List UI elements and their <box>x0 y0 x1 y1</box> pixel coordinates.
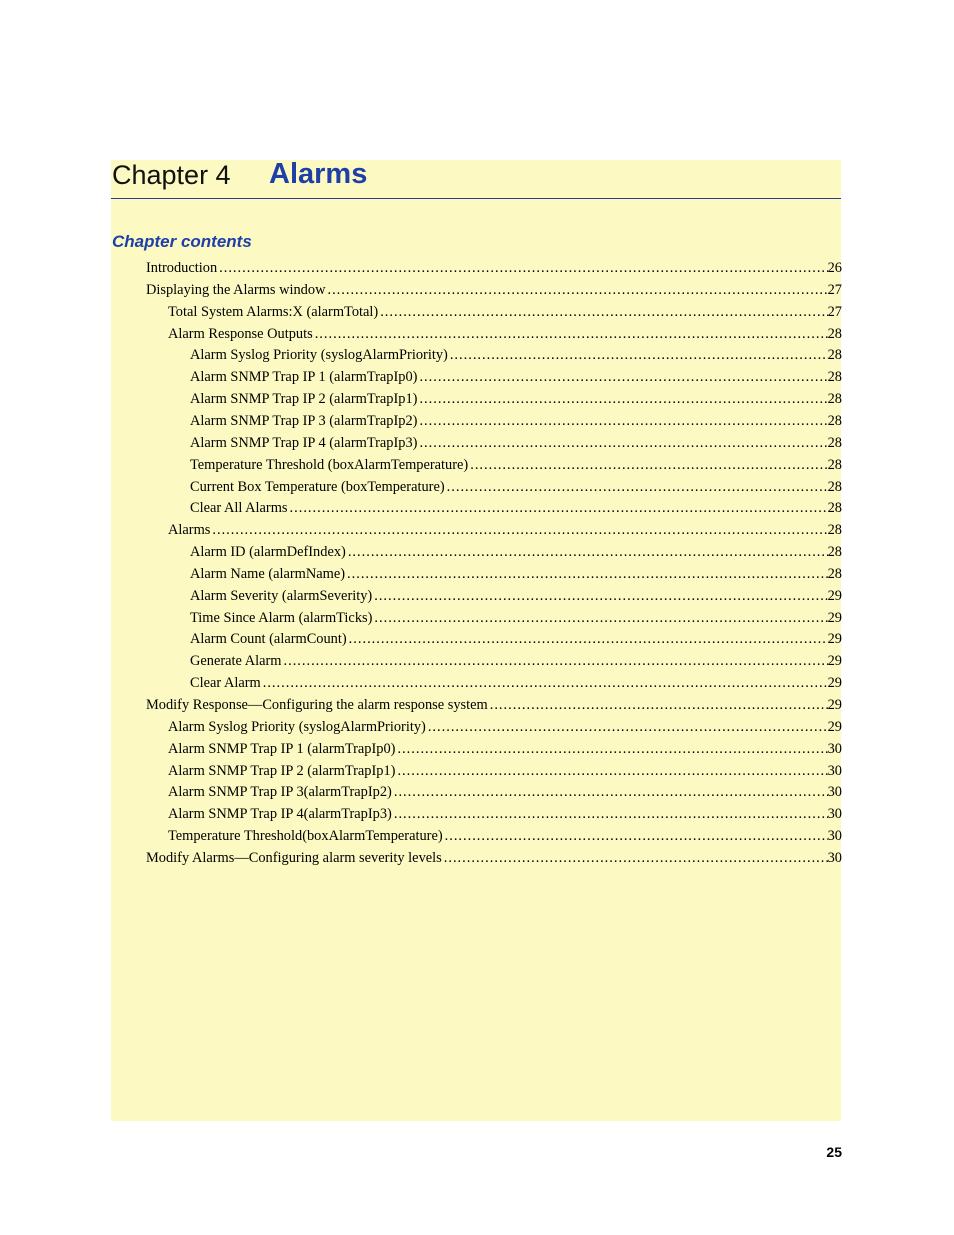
toc-leader-dots <box>348 542 828 562</box>
toc-entry[interactable] <box>146 848 842 868</box>
toc-entry-page: 29 <box>827 587 842 604</box>
chapter-label: Chapter 4 <box>112 160 231 190</box>
toc-entry-title: Alarm SNMP Trap IP 3 (alarmTrapIp2) <box>190 412 418 429</box>
toc-leader-dots <box>212 520 827 540</box>
toc-leader-dots <box>394 782 828 802</box>
toc-entry-title: Clear Alarm <box>190 675 261 692</box>
toc-leader-dots <box>419 389 827 409</box>
toc-entry-page: 27 <box>827 281 842 298</box>
toc-entry[interactable] <box>146 280 842 300</box>
toc-entry-title: Alarm SNMP Trap IP 4(alarmTrapIp3) <box>168 806 392 823</box>
toc-entry-page: 28 <box>827 544 842 561</box>
toc-entry-page: 28 <box>827 522 842 539</box>
toc-entry-page: 28 <box>827 478 842 495</box>
toc-entry[interactable] <box>146 258 842 278</box>
toc-entry-title: Alarm Syslog Priority (syslogAlarmPriority) <box>190 347 448 364</box>
toc-entry[interactable] <box>190 433 842 453</box>
toc-entry-page: 28 <box>827 565 842 582</box>
toc-entry-page: 30 <box>827 806 842 823</box>
toc-leader-dots <box>397 739 827 759</box>
toc-entry-page: 28 <box>827 391 842 408</box>
toc-entry[interactable] <box>190 498 842 518</box>
toc-entry-title: Displaying the Alarms window <box>146 281 326 298</box>
toc-entry[interactable] <box>168 782 842 802</box>
toc-entry-page: 29 <box>827 675 842 692</box>
toc-leader-dots <box>347 564 828 584</box>
toc-leader-dots <box>470 455 827 475</box>
toc-entry-page: 28 <box>827 434 842 451</box>
chapter-header <box>111 160 841 199</box>
toc-entry[interactable] <box>190 345 842 365</box>
toc-entry-title: Alarms <box>168 522 211 539</box>
toc-entry-page: 30 <box>827 740 842 757</box>
toc-leader-dots <box>419 433 827 453</box>
toc-entry-title: Time Since Alarm (alarmTicks) <box>190 609 373 626</box>
toc-entry-page: 30 <box>827 784 842 801</box>
toc-entry-title: Alarm SNMP Trap IP 3(alarmTrapIp2) <box>168 784 392 801</box>
toc-leader-dots <box>447 477 828 497</box>
toc-entry[interactable] <box>190 673 842 693</box>
toc-entry-title: Current Box Temperature (boxTemperature) <box>190 478 445 495</box>
toc-entry-title: Alarm Severity (alarmSeverity) <box>190 587 373 604</box>
toc-entry-page: 28 <box>827 347 842 364</box>
toc-entry-page: 26 <box>827 260 842 276</box>
toc-entry-page: 28 <box>827 500 842 517</box>
chapter-title: Alarms <box>269 158 368 190</box>
toc-entry[interactable] <box>168 739 842 759</box>
toc-entry-title: Temperature Threshold (boxAlarmTemperature) <box>190 456 469 473</box>
toc-entry-title: Alarm SNMP Trap IP 2 (alarmTrapIp1) <box>190 391 418 408</box>
toc-entry-title: Alarm SNMP Trap IP 4 (alarmTrapIp3) <box>190 434 418 451</box>
toc-entry[interactable] <box>190 651 842 671</box>
toc-leader-dots <box>349 629 828 649</box>
toc-leader-dots <box>374 586 827 606</box>
toc-entry-page: 29 <box>827 609 842 626</box>
toc-entry-page: 29 <box>827 631 842 648</box>
toc-leader-dots <box>428 717 828 737</box>
toc-entry-page: 28 <box>827 412 842 429</box>
toc-entry[interactable] <box>190 411 842 431</box>
toc-entry-title: Alarm ID (alarmDefIndex) <box>190 544 346 561</box>
toc-leader-dots <box>284 651 828 671</box>
toc-leader-dots <box>445 826 828 846</box>
toc-entry-title: Alarm SNMP Trap IP 1 (alarmTrapIp0) <box>168 740 396 757</box>
toc-entry-title: Alarm Name (alarmName) <box>190 565 346 582</box>
toc-entry-page: 28 <box>827 369 842 386</box>
toc-entry-page: 30 <box>827 849 842 866</box>
toc-entry-title: Total System Alarms:X (alarmTotal) <box>168 303 379 320</box>
toc-entry-title: Modify Response—Configuring the alarm response system <box>146 697 488 713</box>
toc-leader-dots <box>419 367 827 387</box>
toc-leader-dots <box>450 345 828 365</box>
toc-entry-title: Alarm Syslog Priority (syslogAlarmPriority) <box>168 718 426 735</box>
toc-entry-title: Introduction <box>146 260 218 276</box>
toc-leader-dots <box>327 280 827 300</box>
toc-entry[interactable] <box>168 324 842 344</box>
toc-leader-dots <box>290 498 828 518</box>
toc-leader-dots <box>490 695 828 715</box>
toc-entry-title: Alarm SNMP Trap IP 1 (alarmTrapIp0) <box>190 369 418 386</box>
toc-leader-dots <box>419 411 827 431</box>
toc-entry-title: Temperature Threshold(boxAlarmTemperature) <box>168 828 443 845</box>
toc-entry-page: 28 <box>827 456 842 473</box>
contents-heading: Chapter contents <box>112 232 252 251</box>
toc-entry-title: Generate Alarm <box>190 653 282 670</box>
toc-entry-page: 29 <box>827 697 842 713</box>
page-number: 25 <box>826 1144 842 1160</box>
toc-entry[interactable] <box>190 629 842 649</box>
toc-entry[interactable] <box>190 564 842 584</box>
toc-entry[interactable] <box>190 586 842 606</box>
toc-entry-title: Alarm SNMP Trap IP 2 (alarmTrapIp1) <box>168 762 396 779</box>
toc-leader-dots <box>397 761 827 781</box>
toc-entry[interactable] <box>190 367 842 387</box>
toc-entry-page: 30 <box>827 828 842 845</box>
toc-leader-dots <box>394 804 828 824</box>
toc-entry-title: Alarm Count (alarmCount) <box>190 631 347 648</box>
toc-entry[interactable] <box>190 542 842 562</box>
toc-entry[interactable] <box>190 477 842 497</box>
toc-leader-dots <box>263 673 828 693</box>
toc-entry-title: Modify Alarms—Configuring alarm severity levels <box>146 849 442 866</box>
toc-entry[interactable] <box>168 302 842 322</box>
toc-leader-dots <box>315 324 828 344</box>
toc-leader-dots <box>219 258 827 278</box>
toc-entry[interactable] <box>168 761 842 781</box>
toc-entry-page: 30 <box>827 762 842 779</box>
toc-entry[interactable] <box>168 826 842 846</box>
toc-entry-page: 27 <box>827 303 842 320</box>
toc-entry-page: 29 <box>827 718 842 735</box>
toc-entry[interactable] <box>190 389 842 409</box>
toc-entry[interactable] <box>190 608 842 628</box>
toc-entry[interactable] <box>146 695 842 715</box>
toc-entry[interactable] <box>168 520 842 540</box>
toc-entry-title: Clear All Alarms <box>190 500 288 517</box>
toc-entry[interactable] <box>168 717 842 737</box>
toc-entry[interactable] <box>168 804 842 824</box>
toc-entry[interactable] <box>190 455 842 475</box>
toc-entry-page: 28 <box>827 325 842 342</box>
toc-leader-dots <box>444 848 828 868</box>
toc-leader-dots <box>380 302 827 322</box>
toc-leader-dots <box>374 608 827 628</box>
toc-entry-title: Alarm Response Outputs <box>168 325 313 342</box>
toc-entry-page: 29 <box>827 653 842 670</box>
